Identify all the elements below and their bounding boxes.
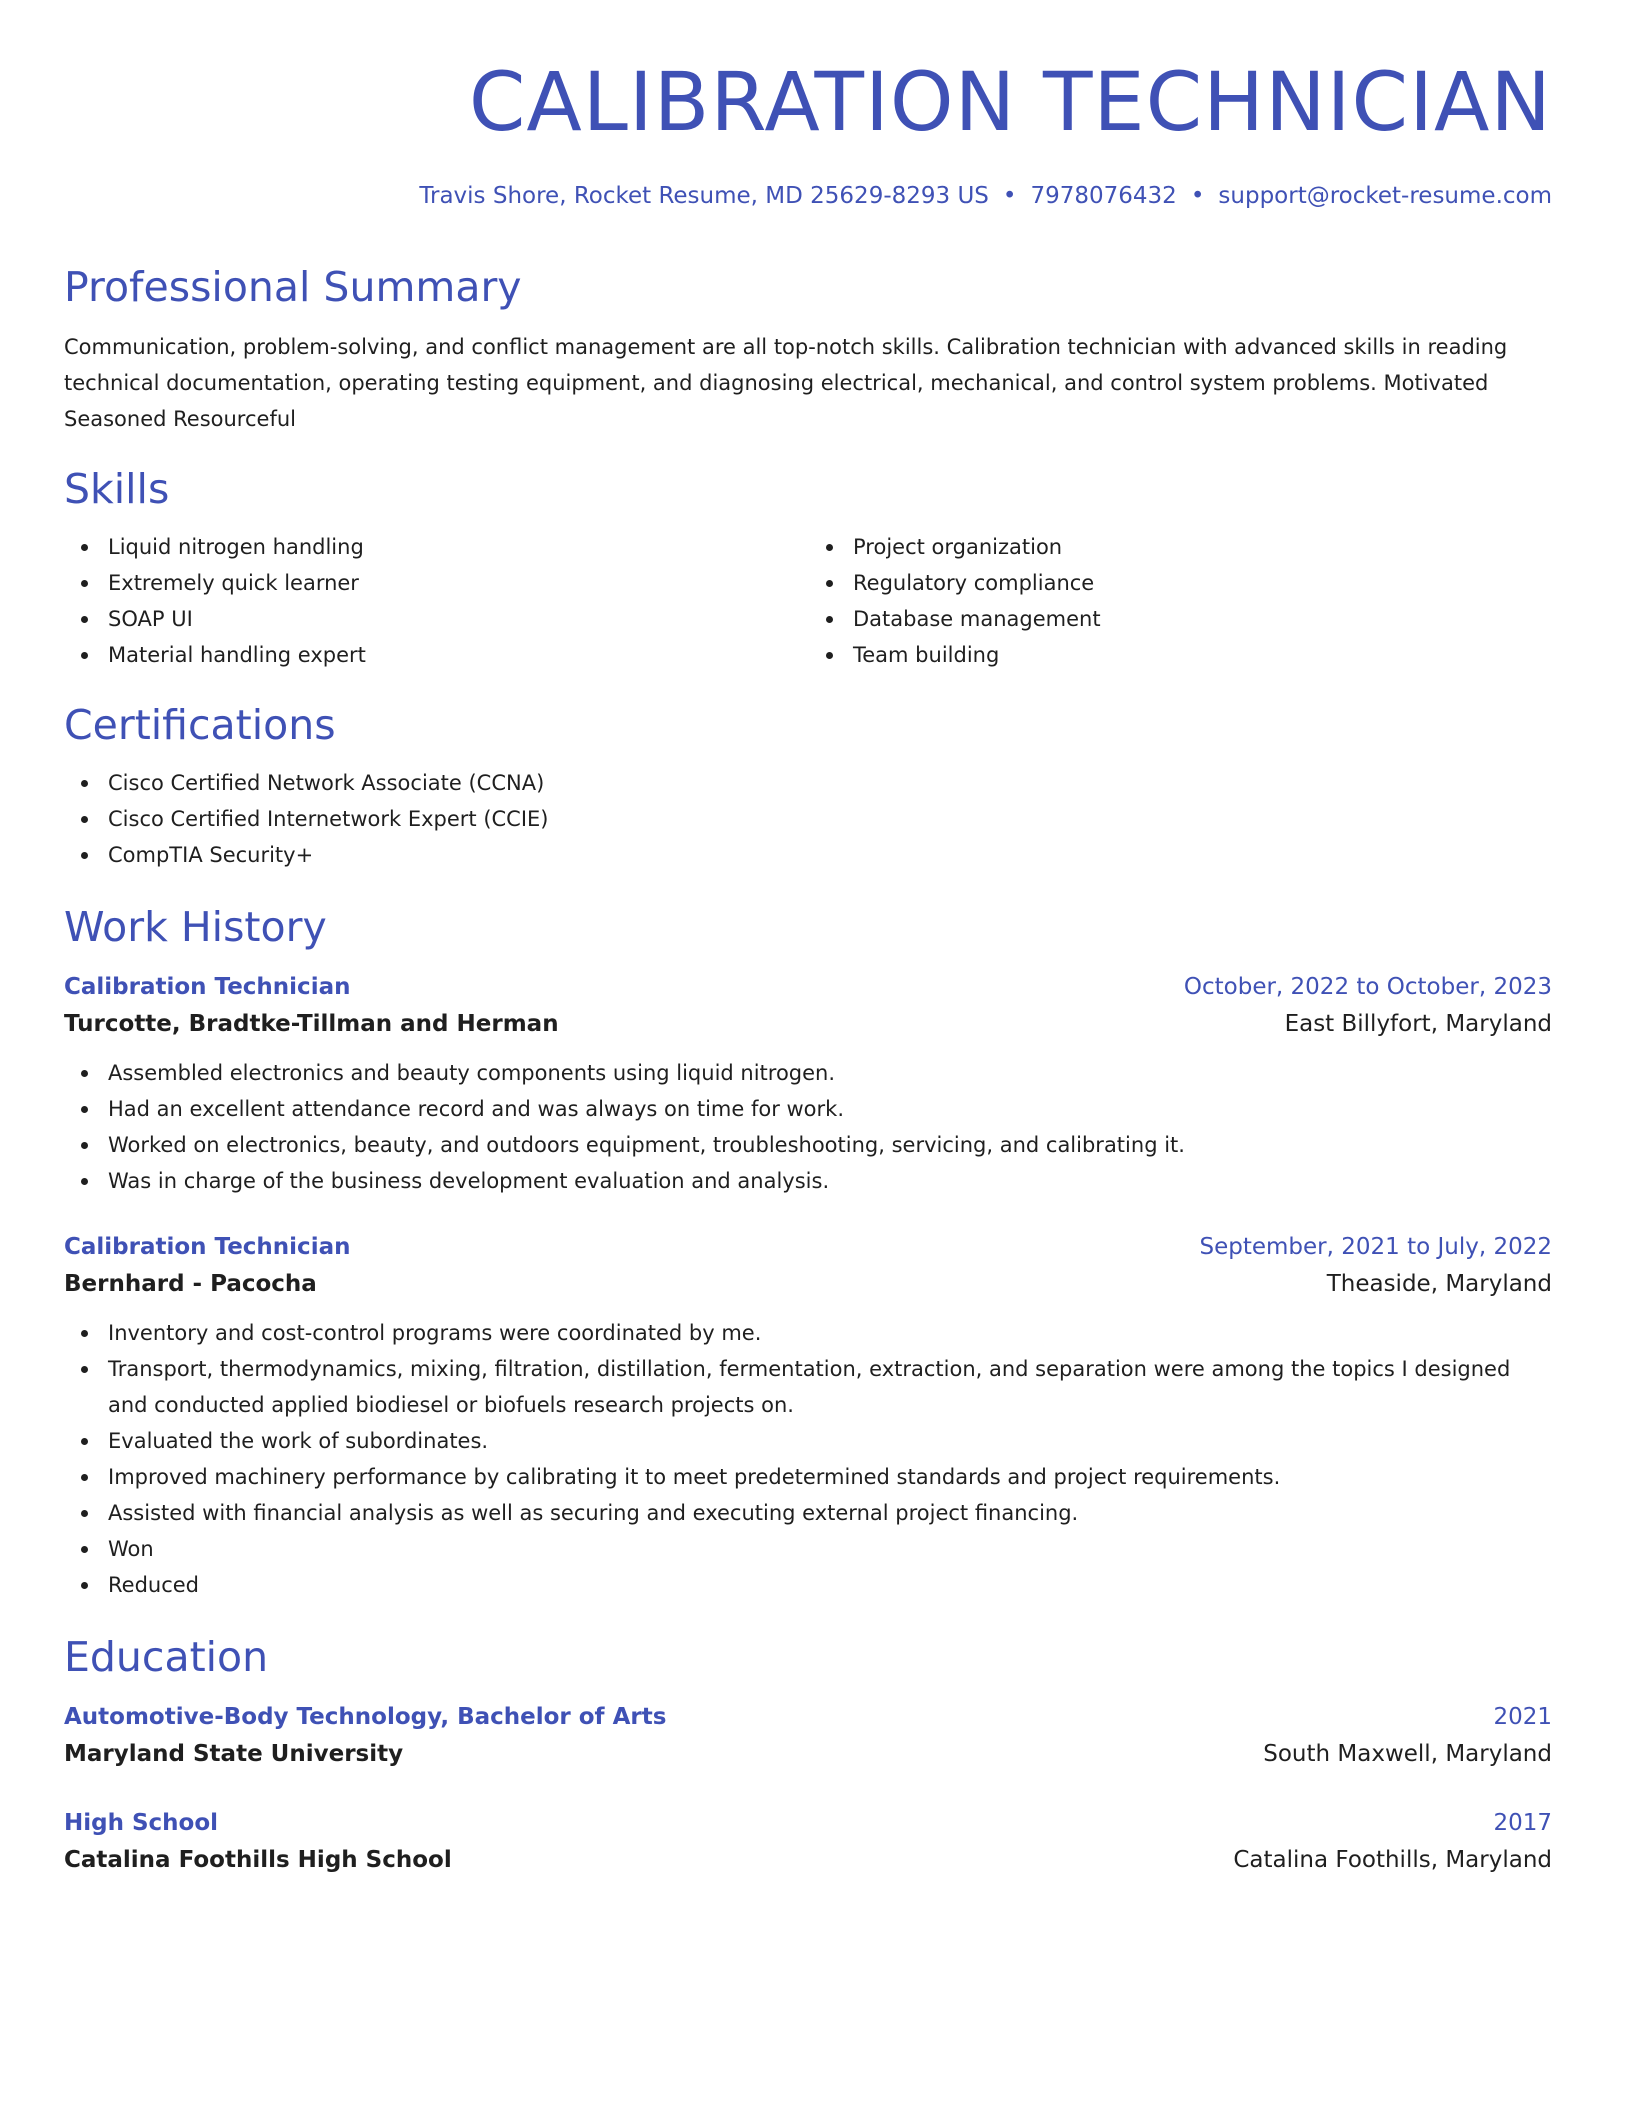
education-header-row: [64, 1805, 1552, 1841]
skills-section: [64, 463, 1552, 673]
contact-address: Travis Shore, Rocket Resume, MD 25629-8293 US: [419, 183, 989, 209]
section-heading-summary: Professional Summary: [64, 263, 522, 311]
certifications-list: [64, 765, 1552, 873]
job-bullets: [64, 1315, 1552, 1603]
job-bullet: Was in charge of the business development evaluation and analysis.: [64, 1163, 1552, 1199]
section-heading-work-history: Work History: [64, 903, 327, 951]
job-bullet: Assembled electronics and beauty components using liquid nitrogen.: [64, 1055, 1552, 1091]
contact-phone[interactable]: 7978076432: [1030, 183, 1177, 209]
summary-text: Communication, problem-solving, and conflict management are all top-notch skills. Calibration technician with advanced skills in reading technical documentation, operating testing equipment, and diagnosing electrical, mechanical, and control system problems. Motivated Seasoned Resourceful: [64, 335, 1508, 431]
education-year: 2017: [1493, 1810, 1552, 1836]
contact-separator: •: [1002, 183, 1017, 209]
certification-item: CompTIA Security+: [64, 837, 1552, 873]
job-title: Calibration Technician: [64, 974, 351, 1000]
work-history-section: [64, 901, 1552, 1603]
job-employer: Bernhard - Pacocha: [64, 1271, 317, 1297]
job-bullet: Worked on electronics, beauty, and outdoors equipment, troubleshooting, servicing, and calibrating it.: [64, 1127, 1552, 1163]
certification-item: Cisco Certified Internetwork Expert (CCIE): [64, 801, 1552, 837]
skills-list-left: [64, 529, 807, 673]
job-employer-row: [64, 1005, 1552, 1043]
education-location: Catalina Foothills, Maryland: [1233, 1847, 1552, 1873]
job-bullet: Assisted with financial analysis as well as securing and executing external project financing.: [64, 1495, 1552, 1531]
section-heading-certifications: Certifications: [64, 701, 336, 749]
contact-separator: •: [1190, 183, 1205, 209]
contact-email[interactable]: support@rocket-resume.com: [1218, 183, 1552, 209]
job-bullet: Evaluated the work of subordinates.: [64, 1423, 1552, 1459]
job-bullets: [64, 1055, 1552, 1199]
resume-title: CALIBRATION TECHNICIAN: [468, 56, 1552, 150]
education-location: South Maxwell, Maryland: [1263, 1741, 1552, 1767]
skill-item: Material handling expert: [64, 637, 807, 673]
job-header-row: [64, 969, 1552, 1005]
education-degree: Automotive-Body Technology, Bachelor of Arts: [64, 1704, 667, 1730]
education-school-row: [64, 1841, 1552, 1879]
job-bullet: Inventory and cost-control programs were coordinated by me.: [64, 1315, 1552, 1351]
job-location: East Billyfort, Maryland: [1284, 1011, 1552, 1037]
education-degree: High School: [64, 1810, 219, 1836]
job-location: Theaside, Maryland: [1326, 1271, 1552, 1297]
job-employer: Turcotte, Bradtke-Tillman and Herman: [64, 1011, 559, 1037]
job-bullet: Won: [64, 1531, 1552, 1567]
skill-item: SOAP UI: [64, 601, 807, 637]
education-school: Catalina Foothills High School: [64, 1847, 452, 1873]
job-entry: [64, 1229, 1552, 1603]
skills-list-right: [807, 529, 1552, 673]
professional-summary-section: [64, 261, 1552, 437]
job-dates: October, 2022 to October, 2023: [1183, 974, 1552, 1000]
certification-item: Cisco Certified Network Associate (CCNA): [64, 765, 1552, 801]
education-year: 2021: [1493, 1704, 1552, 1730]
section-heading-education: Education: [64, 1633, 269, 1681]
job-header-row: [64, 1229, 1552, 1265]
resume-page: [64, 0, 1552, 1879]
skill-item: Team building: [809, 637, 1552, 673]
education-school-row: [64, 1735, 1552, 1773]
skill-item: Regulatory compliance: [809, 565, 1552, 601]
job-dates: September, 2021 to July, 2022: [1199, 1234, 1552, 1260]
skill-item: Liquid nitrogen handling: [64, 529, 807, 565]
job-entry: [64, 969, 1552, 1199]
certifications-section: [64, 699, 1552, 873]
job-bullet: Had an excellent attendance record and was always on time for work.: [64, 1091, 1552, 1127]
education-header-row: [64, 1699, 1552, 1735]
education-entry: [64, 1699, 1552, 1773]
section-heading-skills: Skills: [64, 465, 170, 513]
skill-item: Database management: [809, 601, 1552, 637]
skill-item: Project organization: [809, 529, 1552, 565]
contact-line: [64, 181, 1552, 211]
job-bullet: Transport, thermodynamics, mixing, filtration, distillation, fermentation, extraction, and separation were among the topics I designed and conducted applied biodiesel or biofuels research projects on.: [64, 1351, 1552, 1423]
job-employer-row: [64, 1265, 1552, 1303]
job-title: Calibration Technician: [64, 1234, 351, 1260]
education-section: [64, 1631, 1552, 1879]
education-school: Maryland State University: [64, 1741, 404, 1767]
job-bullet: Improved machinery performance by calibrating it to meet predetermined standards and project requirements.: [64, 1459, 1552, 1495]
education-entry: [64, 1805, 1552, 1879]
skill-item: Extremely quick learner: [64, 565, 807, 601]
skills-grid: [64, 529, 1552, 673]
job-bullet: Reduced: [64, 1567, 1552, 1603]
